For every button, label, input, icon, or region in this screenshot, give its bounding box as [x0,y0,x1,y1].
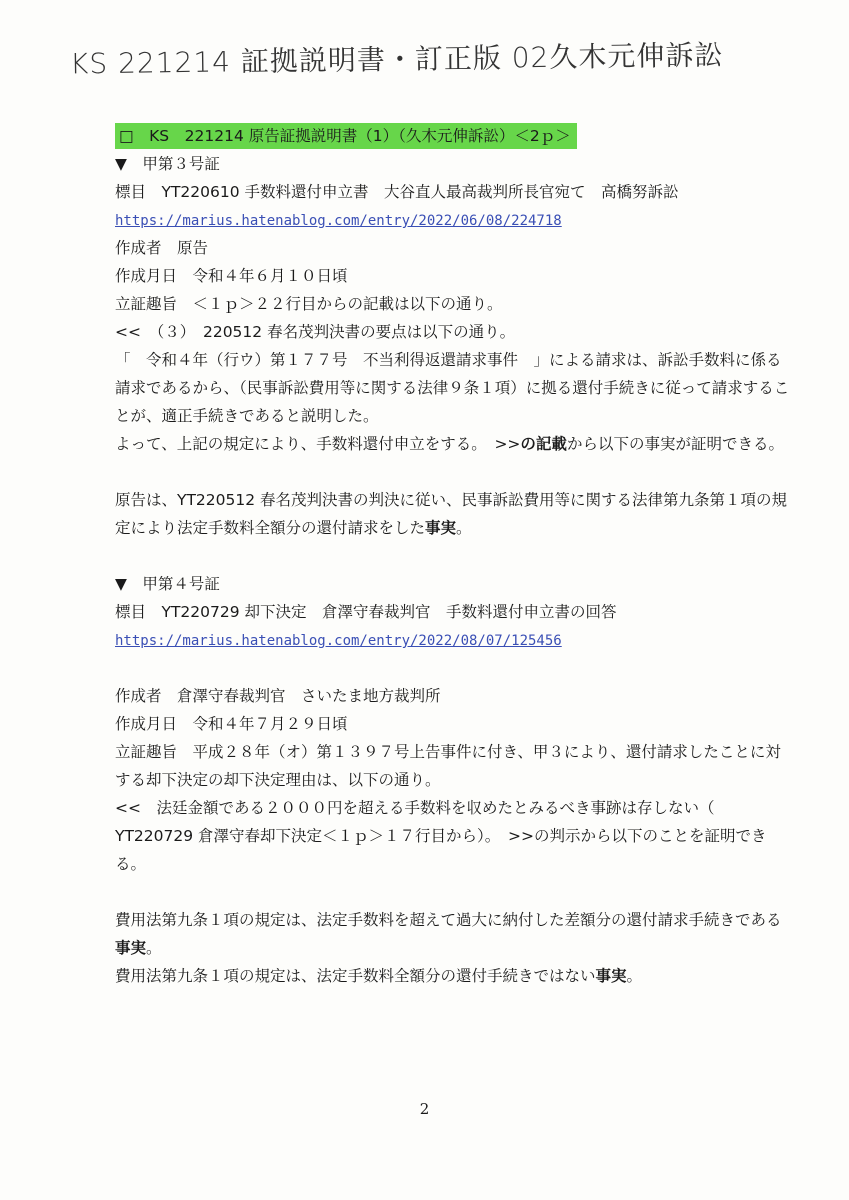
ev3-url-link[interactable]: https://marius.hatenablog.com/entry/2022/06/08/224718 [115,213,562,229]
ev3-quote-3-bold: の記載 [520,435,567,453]
ev3-quote-1: << （３） 220512 春名茂判決書の要点は以下の通り。 [115,323,516,341]
ev3-quote-3-rest: から以下の事実が証明できる。 [566,435,784,453]
ev4-fact-1 [115,906,795,962]
ev4-fact-2-bold: 事実 [595,967,627,985]
ev4-url-line [115,626,795,654]
ev3-date: 作成月日 令和４年６月１０日頃 [115,267,348,285]
ev4-author: 作成者 倉澤守春裁判官 さいたま地方裁判所 [115,687,441,705]
ev3-quote-3 [115,430,795,458]
ev4-fact-2-end: 。 [626,967,643,985]
ev4-quote: << 法廷金額である２０００円を超える手数料を収めたとみるべき事跡は存しない（ YT220729 倉澤守春却下決定＜１ｐ＞１７行目から）。 >>の判示から以下のことを証明できる。 [115,799,767,873]
spacer [115,542,795,570]
ev4-hyoumoku: 標目 YT220729 却下決定 倉澤守春裁判官 手数料還付申立書の回答 [115,603,617,621]
ev4-fact-2 [115,962,795,990]
handwritten-header-note: KS 221214 証拠説明書・訂正版 02久木元伸訴訟 [69,38,724,81]
spacer [115,654,795,682]
ev3-quote-3-text: よって、上記の規定により、手数料還付申立をする。 >> [115,435,521,453]
ev4-fact-1-text: 費用法第九条１項の規定は、法定手数料を超えて過大に納付した差額分の還付請求手続きである [115,911,782,929]
spacer [115,458,795,486]
ev3-purpose: 立証趣旨 ＜１ｐ＞２２行目からの記載は以下の通り。 [115,295,503,313]
ev3-fact-end: 。 [456,519,472,537]
page-number: 2 [419,1100,430,1118]
ev3-fact-bold: 事実 [425,519,457,537]
ev4-fact-1-bold: 事実 [115,939,147,957]
ev4-heading: ▼ 甲第４号証 [115,575,220,593]
ev4-purpose: 立証趣旨 平成２８年（オ）第１３９７号上告事件に付き、甲３により、還付請求したことに対する却下決定の却下決定理由は、以下の通り。 [115,743,781,789]
spacer [115,878,795,906]
ev4-url-link[interactable]: https://marius.hatenablog.com/entry/2022/08/07/125456 [115,633,562,649]
ev3-author: 作成者 原告 [115,239,209,257]
ev4-fact-1-end: 。 [146,939,162,957]
ev3-fact-text: 原告は、YT220512 春名茂判決書の判決に従い、民事訴訟費用等に関する法律第九条第１項の規定により法定手数料全額分の還付請求をした [115,491,788,537]
highlighted-title: □ KS 221214 原告証拠説明書（1）（久木元伸訴訟）＜2ｐ＞ [115,123,577,149]
ev3-quote-2: 「 令和４年（行ウ）第１７７号 不当利得返還請求事件 」による請求は、訴訟手数料に係る請求であるから、（民事訴訟費用等に関する法律９条１項）に拠る還付手続きに従って請求することが、適正手続きであると説明した。 [115,351,790,425]
title-line [115,122,795,150]
ev3-url-line [115,206,795,234]
ev3-fact [115,486,795,542]
ev4-fact-2-text: 費用法第九条１項の規定は、法定手数料全額分の還付手続きではない [115,967,596,985]
ev3-hyoumoku: 標目 YT220610 手数料還付申立書 大谷直人最高裁判所長官宛て 高橋努訴訟 [115,183,679,201]
document-body [115,122,795,990]
ev4-date: 作成月日 令和４年７月２９日頃 [115,715,348,733]
ev3-heading: ▼ 甲第３号証 [115,155,220,173]
